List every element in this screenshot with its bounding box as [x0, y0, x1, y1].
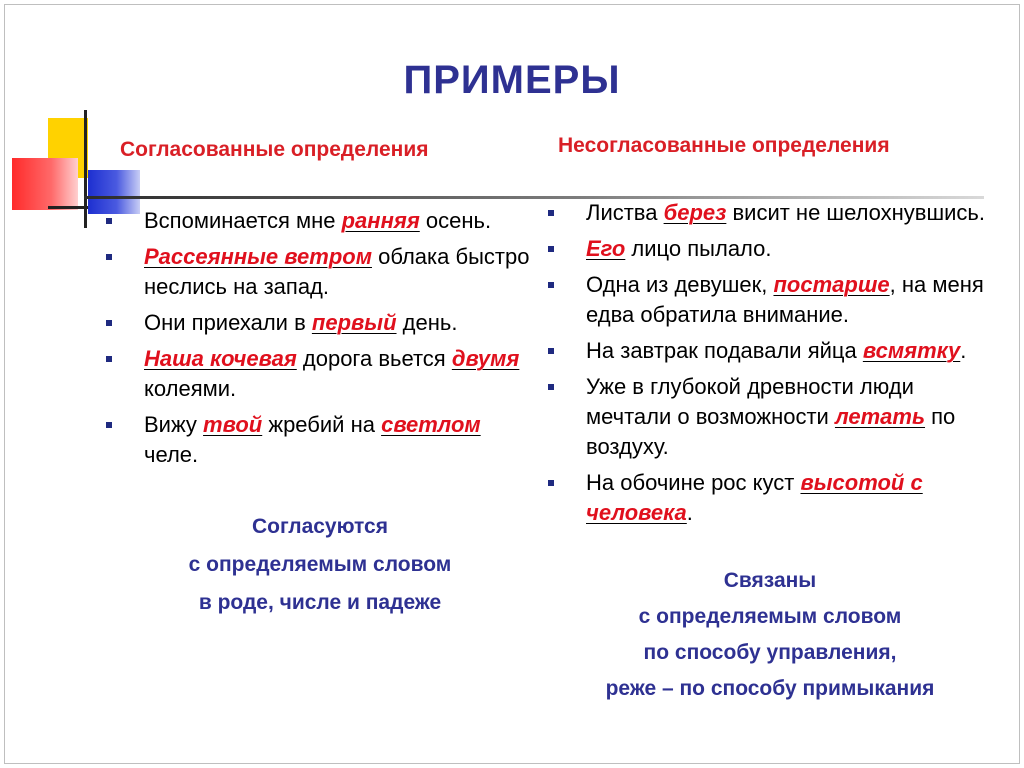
list-item-text: . — [960, 338, 967, 363]
square-bullet-icon — [548, 384, 554, 390]
list-item-text: На обочине рос куст — [586, 470, 801, 495]
summary-line: с определяемым словом — [638, 605, 902, 628]
right-summary — [540, 563, 1000, 707]
list-item-text: челе. — [144, 442, 199, 467]
list-item-text: Листва — [586, 200, 664, 225]
square-bullet-icon — [548, 246, 554, 252]
list-item — [548, 468, 988, 528]
square-bullet-icon — [548, 348, 554, 354]
list-item-text: день. — [396, 310, 458, 335]
highlighted-word: постарше — [773, 272, 890, 297]
right-column-heading: Несогласованные определения — [558, 134, 890, 157]
highlighted-word: берез — [663, 200, 727, 225]
highlighted-word: всмятку — [862, 338, 961, 363]
list-item-text: На завтрак подавали яйца — [586, 338, 863, 363]
square-bullet-icon — [548, 282, 554, 288]
deco-vertical-line — [84, 110, 87, 228]
list-item — [548, 198, 988, 228]
left-summary — [110, 508, 530, 622]
summary-line: Связаны — [723, 569, 817, 592]
list-item-text: , на меня едва обратила внимание. — [586, 272, 984, 327]
highlighted-word: Его — [586, 236, 626, 261]
list-item — [106, 344, 536, 404]
summary-line: Согласуются — [252, 515, 388, 538]
left-examples-list — [106, 206, 536, 476]
right-examples-list — [548, 198, 988, 534]
list-item — [106, 308, 536, 338]
summary-line: реже – по способу примыкания — [605, 677, 935, 700]
list-item-text: висит не шелохнувшись. — [726, 200, 985, 225]
list-item — [106, 410, 536, 470]
deco-stub-line — [48, 206, 88, 209]
square-bullet-icon — [548, 480, 554, 486]
highlighted-word: Наша кочевая — [144, 346, 297, 371]
list-item-text: лицо пылало. — [625, 236, 772, 261]
list-item — [106, 206, 536, 236]
list-item — [548, 270, 988, 330]
list-item-text: Они приехали в — [144, 310, 312, 335]
highlighted-word: светлом — [381, 412, 481, 437]
square-bullet-icon — [106, 254, 112, 260]
page-title: ПРИМЕРЫ — [403, 58, 621, 102]
list-item-text: Вспоминается мне — [144, 208, 342, 233]
list-item-text: Уже в глубокой древности люди мечтали о возможности — [586, 374, 914, 429]
list-item — [548, 234, 988, 264]
square-bullet-icon — [106, 218, 112, 224]
summary-line: с определяемым словом — [188, 553, 452, 576]
square-bullet-icon — [106, 356, 112, 362]
highlighted-word: твой — [203, 412, 263, 437]
list-item-text: дорога вьется — [296, 346, 452, 371]
list-item-text: осень. — [419, 208, 492, 233]
list-item — [548, 336, 988, 366]
highlighted-word: Рассеянные ветром — [144, 244, 372, 269]
summary-line: в роде, числе и падеже — [198, 591, 442, 614]
square-bullet-icon — [548, 210, 554, 216]
list-item-text: жребий на — [262, 412, 382, 437]
highlighted-word: летать — [834, 404, 926, 429]
summary-line: по способу управления, — [643, 641, 897, 664]
square-bullet-icon — [106, 320, 112, 326]
highlighted-word: ранняя — [341, 208, 420, 233]
highlighted-word: первый — [311, 310, 397, 335]
list-item-text: по воздуху. — [586, 404, 956, 459]
list-item-text: Одна из девушек, — [586, 272, 774, 297]
list-item-text: облака быстро неслись на запад. — [144, 244, 530, 299]
square-bullet-icon — [106, 422, 112, 428]
highlighted-word: высотой с человека — [586, 470, 923, 525]
list-item — [106, 242, 536, 302]
list-item-text: Вижу — [144, 412, 204, 437]
highlighted-word: двумя — [451, 346, 520, 371]
left-column-heading: Согласованные определения — [120, 138, 429, 161]
list-item-text: колеями. — [144, 376, 237, 401]
list-item — [548, 372, 988, 462]
list-item-text: . — [686, 500, 693, 525]
deco-red-square — [12, 158, 78, 210]
